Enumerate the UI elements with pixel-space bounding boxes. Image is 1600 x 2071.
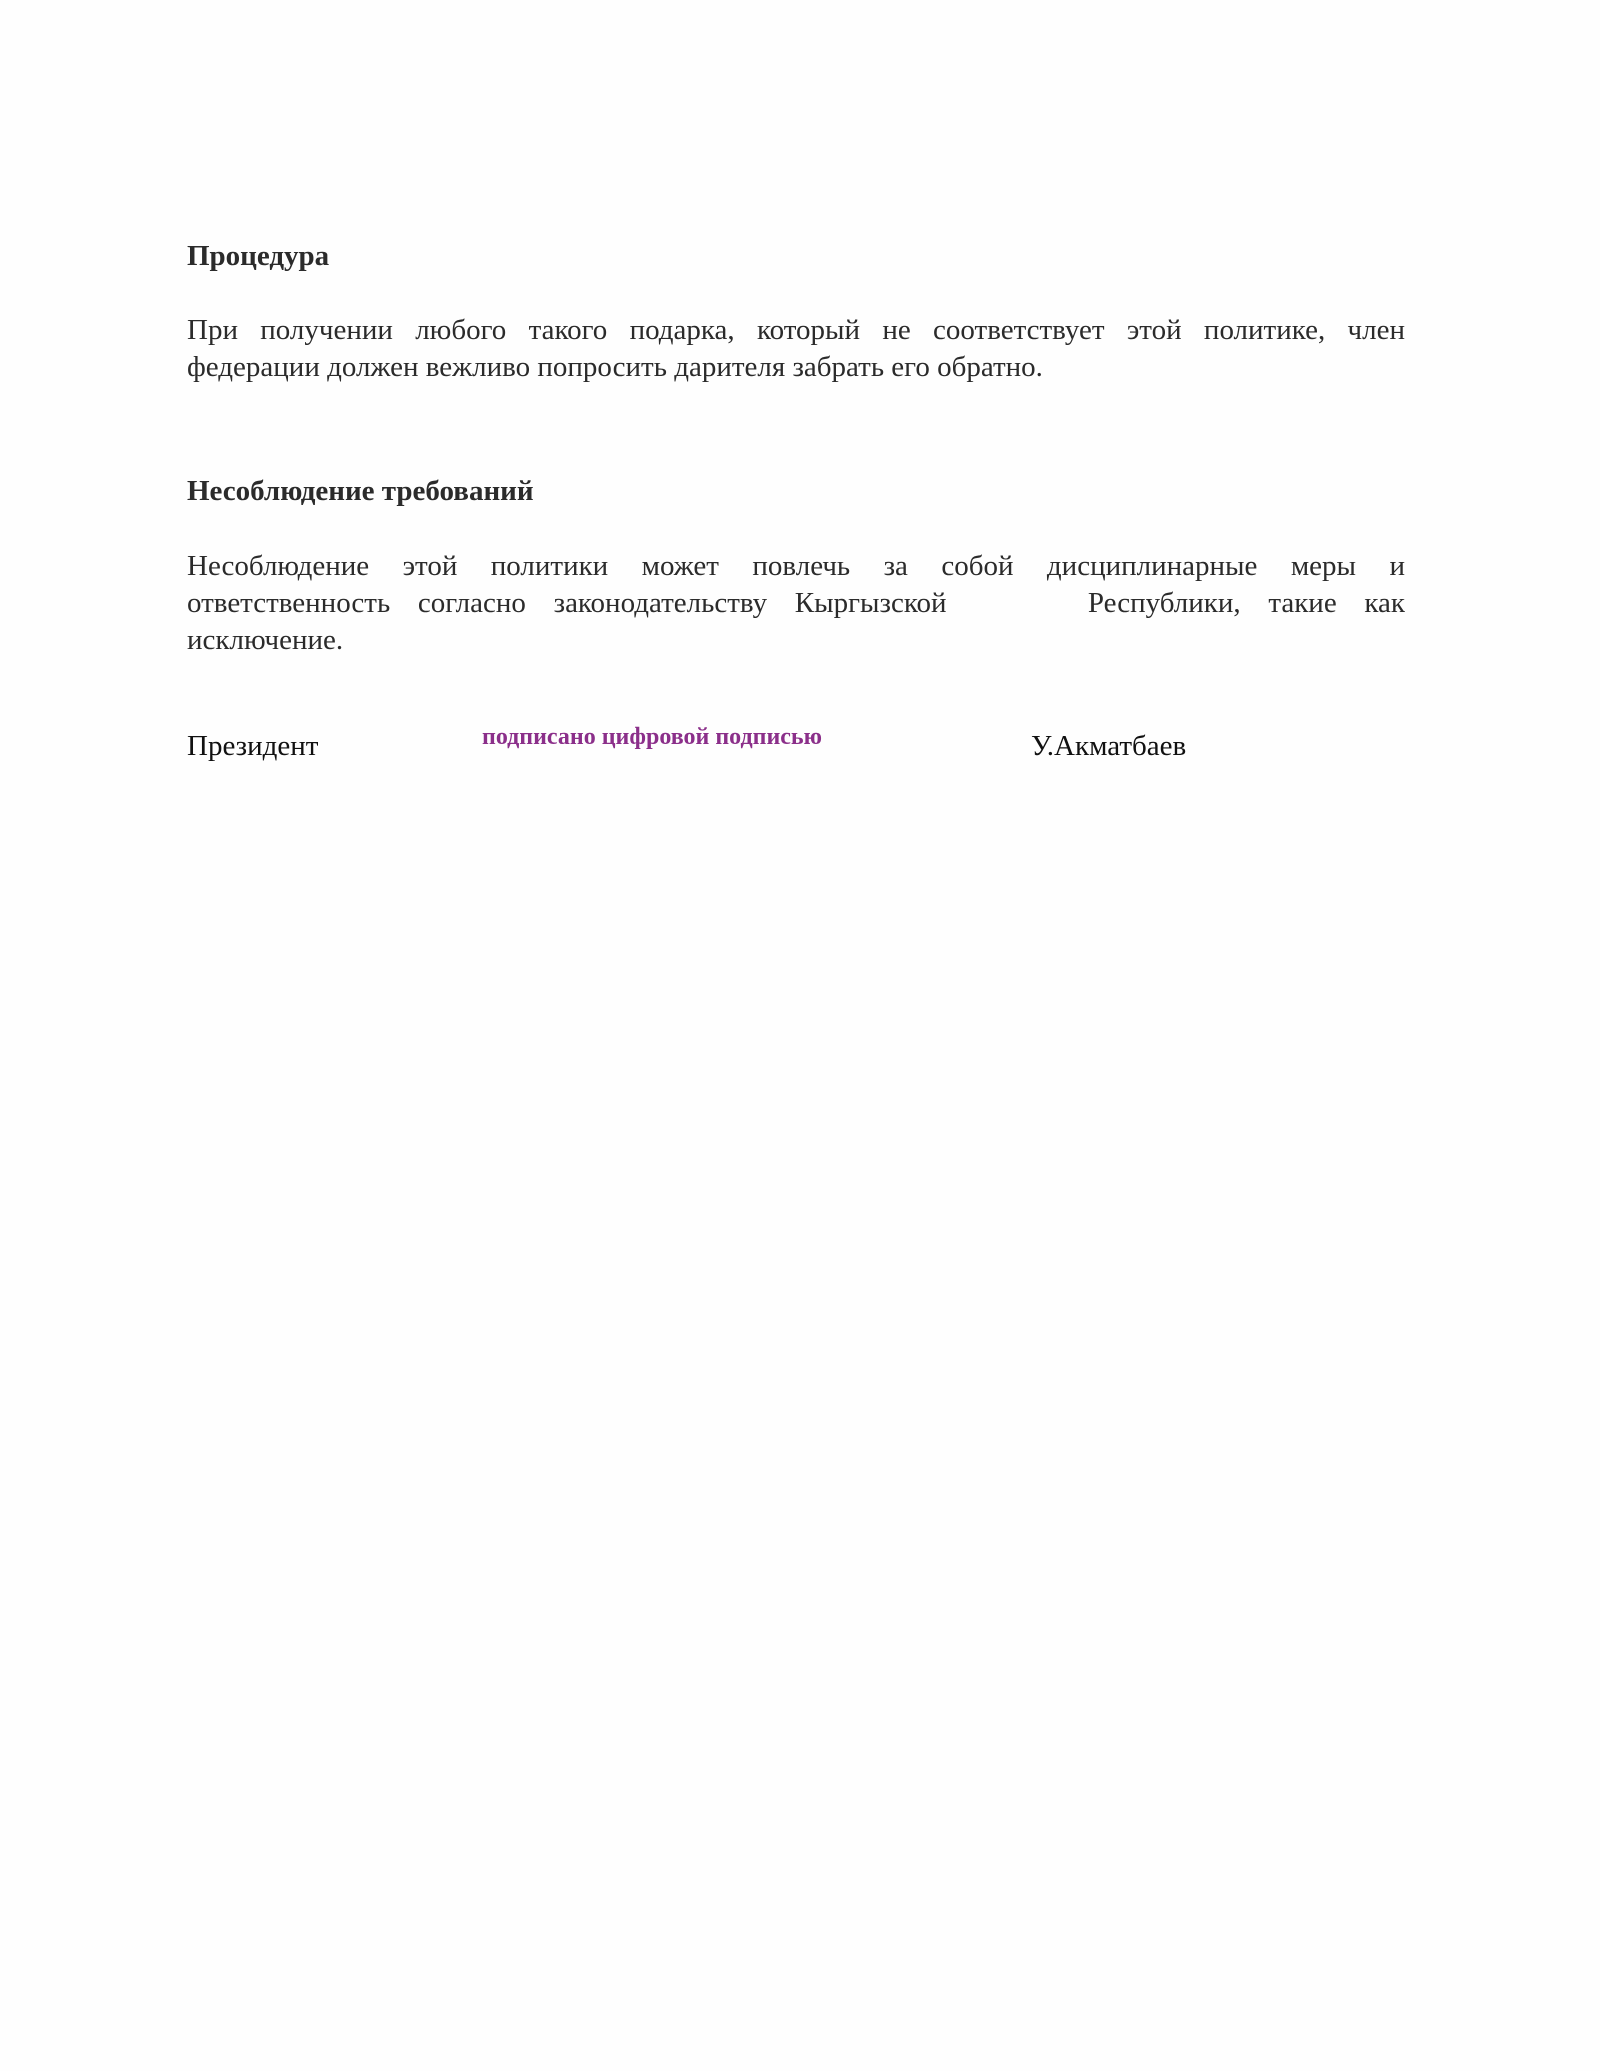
procedure-heading: Процедура [187, 240, 330, 272]
procedure-paragraph [187, 312, 1405, 386]
signatory-title: Президент [187, 730, 319, 762]
digital-signature-note: подписано цифровой подписью [482, 724, 822, 750]
noncompliance-line-1: Несоблюдение этой политики может повлечь за собой дисциплинарные меры и [187, 550, 1405, 582]
signatory-name: У.Акматбаев [1031, 730, 1187, 762]
procedure-line-2: федерации должен вежливо попросить дарителя забрать его обратно. [187, 351, 1043, 383]
noncompliance-line-2 [187, 585, 1405, 622]
noncompliance-line-2-part-1: ответственность согласно законодательству Кыргызской [187, 587, 947, 619]
noncompliance-line-2-part-2: Республики, такие как [1087, 587, 1406, 619]
noncompliance-heading: Несоблюдение требований [187, 475, 534, 507]
noncompliance-paragraph [187, 548, 1405, 659]
procedure-line-1: При получении любого такого подарка, который не соответствует этой политике, член [187, 314, 1405, 346]
noncompliance-line-3: исключение. [187, 624, 344, 656]
